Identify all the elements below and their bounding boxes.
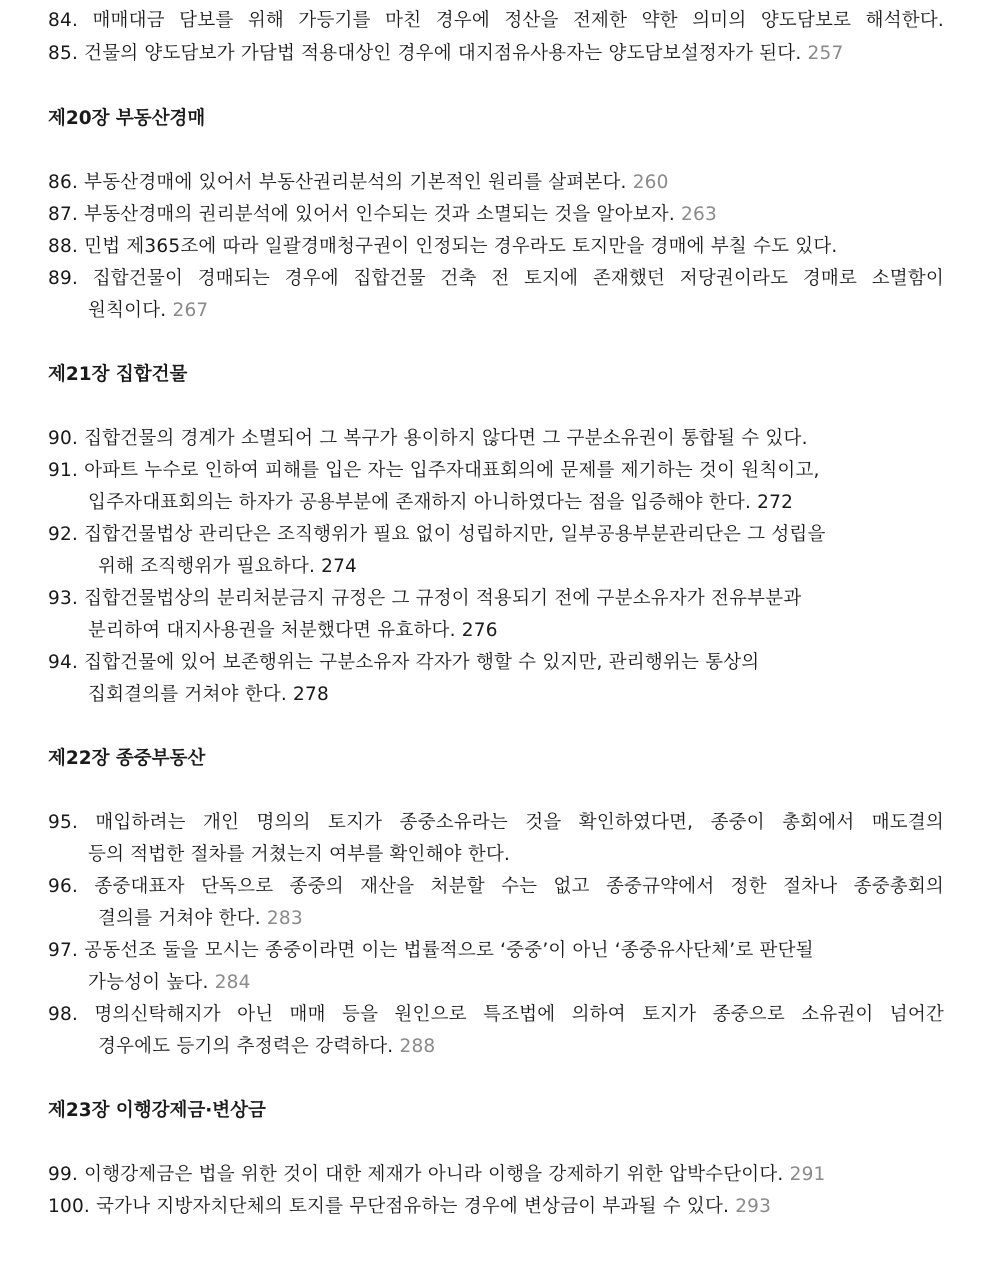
- list-item-89: [48, 267, 944, 291]
- chapter-heading-21: 제21장 집합건물: [48, 364, 188, 385]
- list-item-96: [48, 875, 944, 899]
- item-number: 99.: [48, 1164, 79, 1185]
- item-number: 84.: [48, 10, 79, 31]
- item-text-continued: 입주자대표회의는 하자가 공용부분에 존재하지 아니하였다는 점을 입증해야 한다. 272: [88, 492, 794, 513]
- list-item-98: [48, 1003, 944, 1027]
- list-item-99: [48, 1163, 826, 1187]
- list-item-88: [48, 235, 837, 259]
- item-text: 집합건물법상의 분리처분금지 규정은 그 규정이 적용되기 전에 구분소유자가 전유부분과: [84, 588, 802, 609]
- item-number: 98.: [48, 1004, 79, 1025]
- item-text-continued: 원칙이다.: [88, 300, 167, 321]
- chapter-heading-22: 제22장 종중부동산: [48, 748, 206, 769]
- item-text: 집합건물에 있어 보존행위는 구분소유자 각자가 행할 수 있지만, 관리행위는 통상의: [84, 652, 760, 673]
- list-item-87: [48, 203, 717, 227]
- item-number: 92.: [48, 524, 79, 545]
- item-number: 85.: [48, 43, 79, 64]
- page-ref: 293: [735, 1196, 772, 1217]
- item-number: 97.: [48, 940, 79, 961]
- item-text: 건물의 양도담보가 가담법 적용대상인 경우에 대지점유사용자는 양도담보설정자가 된다.: [84, 43, 802, 64]
- list-item-97: [48, 939, 814, 963]
- item-number: 95.: [48, 812, 79, 833]
- item-text: 집합건물법상 관리단은 조직행위가 필요 없이 성립하지만, 일부공용부분관리단은 그 성립을: [84, 524, 826, 545]
- page-ref: 260: [632, 172, 669, 193]
- list-item-94-cont: [88, 683, 329, 707]
- item-text: 공동선조 둘을 모시는 종중이라면 이는 법률적으로 ‘중중’이 아닌 ‘종중유사단체’로 판단될: [84, 940, 814, 961]
- page-ref: 263: [681, 204, 717, 225]
- item-number: 100.: [48, 1196, 90, 1217]
- list-item-93-cont: [88, 619, 498, 643]
- item-number: 89.: [48, 268, 79, 289]
- item-number: 94.: [48, 652, 79, 673]
- list-item-89-cont: [88, 299, 208, 323]
- page-ref: 257: [807, 43, 844, 64]
- list-item-94: [48, 651, 759, 675]
- item-number: 93.: [48, 588, 79, 609]
- item-text: 명의신탁해지가 아닌 매매 등을 원인으로 특조법에 의하여 토지가 종중으로 소유권이 넘어간: [94, 1004, 944, 1025]
- list-item-95-cont: [88, 843, 510, 867]
- page-ref: 267: [172, 300, 209, 321]
- list-item-85: [48, 42, 843, 66]
- list-item-86: [48, 171, 669, 195]
- chapter-heading-20: 제20장 부동산경매: [48, 108, 206, 129]
- list-item-91: [48, 459, 820, 483]
- page-ref: 284: [214, 972, 251, 993]
- item-text: 종중대표자 단독으로 종중의 재산을 처분할 수는 없고 종중규약에서 정한 절차나 종중총회의: [94, 876, 944, 897]
- list-item-93: [48, 587, 801, 611]
- item-number: 88.: [48, 236, 79, 257]
- item-text-continued: 경우에도 등기의 추정력은 강력하다.: [98, 1036, 394, 1057]
- list-item-98-cont: [98, 1035, 435, 1059]
- item-text: 국가나 지방자치단체의 토지를 무단점유하는 경우에 변상금이 부과될 수 있다.: [96, 1196, 730, 1217]
- list-item-90: [48, 427, 808, 451]
- item-text-continued: 등의 적법한 절차를 거쳤는지 여부를 확인해야 한다.: [88, 844, 511, 865]
- list-item-92-cont: [98, 555, 357, 579]
- item-text-continued: 집회결의를 거쳐야 한다. 278: [88, 684, 329, 705]
- list-item-100: [48, 1195, 771, 1219]
- list-item-95: [48, 811, 944, 835]
- item-number: 86.: [48, 172, 79, 193]
- item-number: 90.: [48, 428, 79, 449]
- item-text: 아파트 누수로 인하여 피해를 입은 자는 입주자대표회의에 문제를 제기하는 것이 원칙이고,: [84, 460, 820, 481]
- item-text: 매입하려는 개인 명의의 토지가 종중소유라는 것을 확인하였다면, 종중이 총회에서 매도결의: [95, 812, 944, 833]
- list-item-96-cont: [98, 907, 303, 931]
- item-text: 민법 제365조에 따라 일괄경매청구권이 인정되는 경우라도 토지만을 경매에 부칠 수도 있다.: [84, 236, 838, 257]
- list-item-91-cont: [88, 491, 793, 515]
- item-number: 87.: [48, 204, 79, 225]
- list-item-84: [48, 9, 944, 33]
- chapter-heading-23: 제23장 이행강제금·변상금: [48, 1100, 266, 1121]
- page-ref: 291: [789, 1164, 826, 1185]
- item-text: 부동산경매의 권리분석에 있어서 인수되는 것과 소멸되는 것을 알아보자.: [84, 204, 675, 225]
- item-text: 집합건물이 경매되는 경우에 집합건물 건축 전 토지에 존재했던 저당권이라도 경매로 소멸함이: [92, 268, 944, 289]
- page-ref: 283: [266, 908, 303, 929]
- item-text-continued: 분리하여 대지사용권을 처분했다면 유효하다. 276: [88, 620, 498, 641]
- item-number: 91.: [48, 460, 79, 481]
- item-text: 집합건물의 경계가 소멸되어 그 복구가 용이하지 않다면 그 구분소유권이 통합될 수 있다.: [84, 428, 808, 449]
- item-text: 부동산경매에 있어서 부동산권리분석의 기본적인 원리를 살펴본다.: [84, 172, 627, 193]
- item-text: 매매대금 담보를 위해 가등기를 마친 경우에 정산을 전제한 약한 의미의 양도담보로 해석한다.: [92, 10, 944, 31]
- item-text-continued: 가능성이 높다.: [88, 972, 209, 993]
- item-number: 96.: [48, 876, 79, 897]
- item-text-continued: 결의를 거쳐야 한다.: [98, 908, 261, 929]
- item-text: 이행강제금은 법을 위한 것이 대한 제재가 아니라 이행을 강제하기 위한 압박수단이다.: [84, 1164, 784, 1185]
- list-item-97-cont: [88, 971, 251, 995]
- page-ref: 288: [399, 1036, 436, 1057]
- item-text-continued: 위해 조직행위가 필요하다. 274: [98, 556, 358, 577]
- list-item-92: [48, 523, 826, 547]
